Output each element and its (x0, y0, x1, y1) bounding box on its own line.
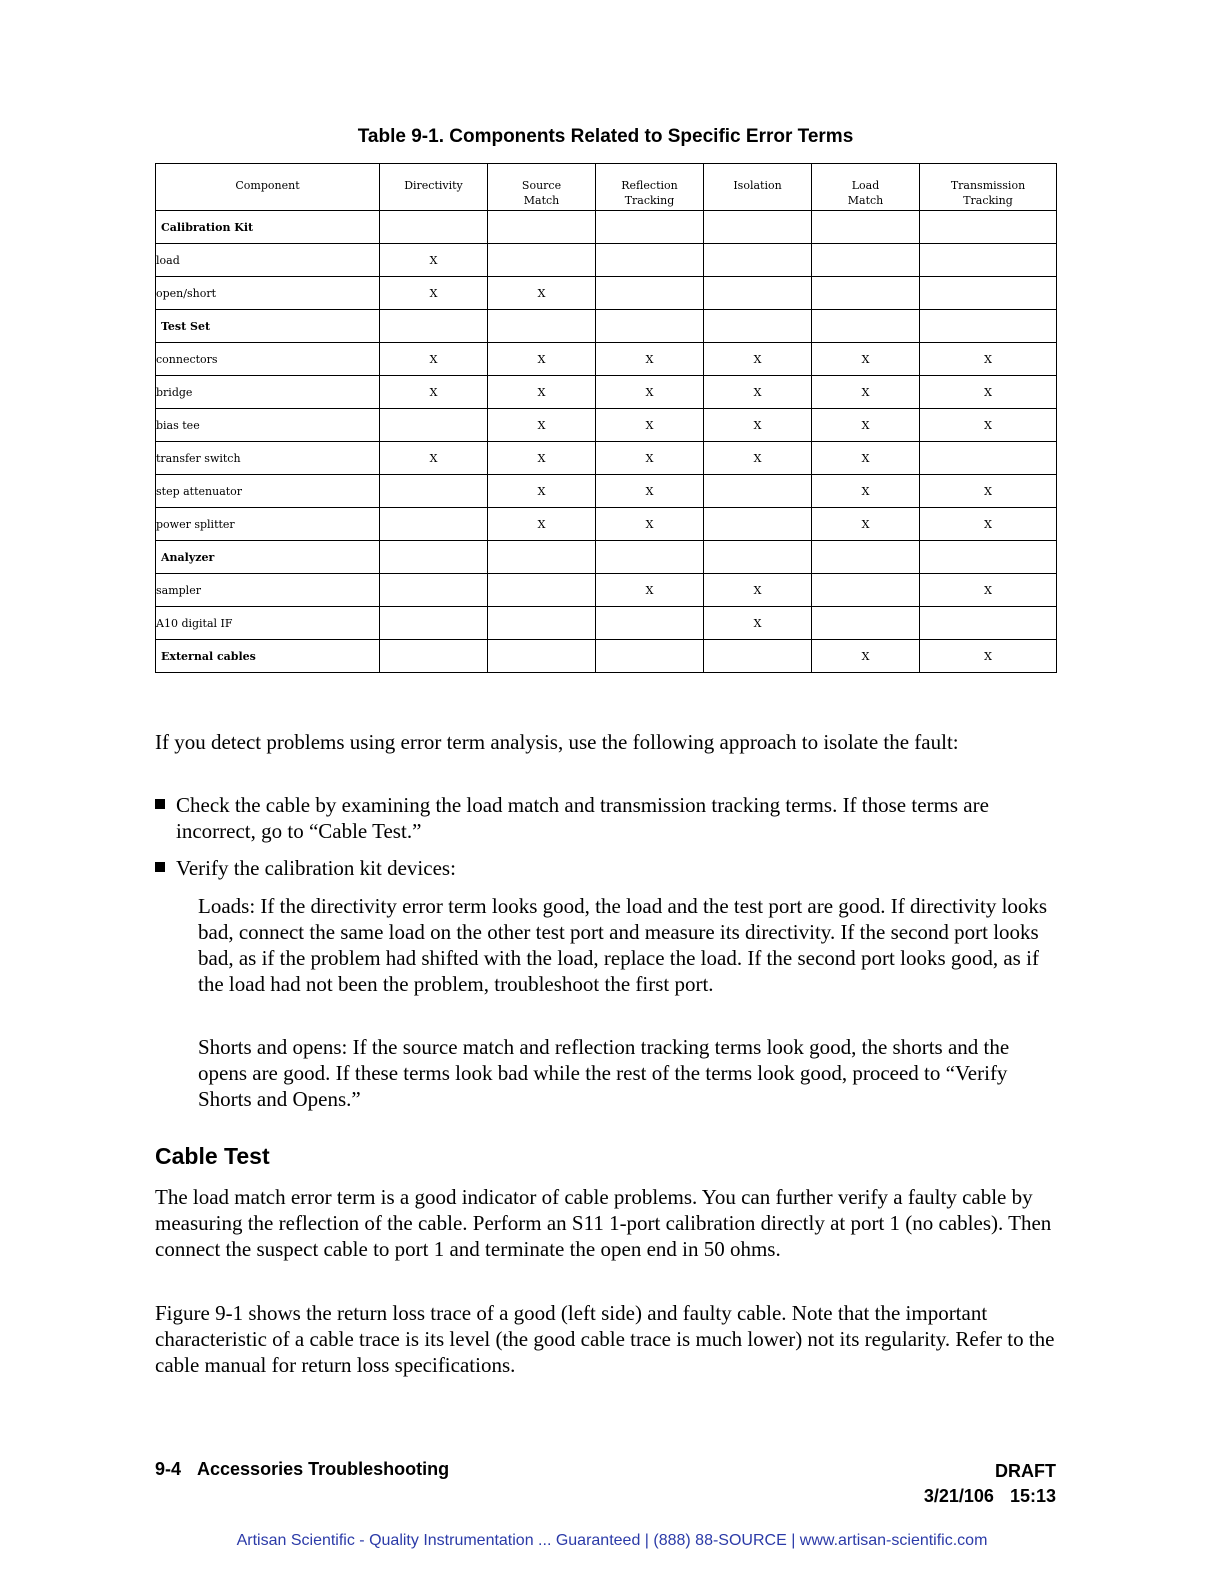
table-cell (920, 211, 1057, 244)
table-cell (920, 442, 1057, 475)
table-cell (920, 244, 1057, 277)
table-cell (704, 640, 812, 673)
table-cell: X (488, 442, 596, 475)
table-cell (596, 640, 704, 673)
table-cell: X (596, 475, 704, 508)
table-cell (704, 310, 812, 343)
table-cell (380, 211, 488, 244)
table-cell: X (488, 409, 596, 442)
table-row (156, 343, 1057, 376)
section-label: Analyzer (156, 541, 380, 574)
table-cell (488, 541, 596, 574)
table-cell: X (920, 640, 1057, 673)
table-cell: X (380, 244, 488, 277)
table-cell: X (812, 442, 920, 475)
component-label: bridge (156, 376, 380, 409)
footer-date: 3/21/106 (923, 1486, 994, 1506)
table-cell: X (920, 343, 1057, 376)
table-cell: X (704, 574, 812, 607)
bullet-square-icon (155, 799, 165, 809)
loads-paragraph: Loads: If the directivity error term looks good, the load and the test port are good. If directivity looks bad, connect the same load on the other test port and measure its directivity. If the second port looks bad, as if the problem had shifted with the load, replace the load. If the second port looks good, as if the load had not been the problem, troubleshoot the first port. (198, 894, 1048, 996)
table-cell: X (596, 409, 704, 442)
header-directivity: Directivity (380, 164, 488, 211)
table-cell (380, 541, 488, 574)
shorts-opens-paragraph: Shorts and opens: If the source match and reflection tracking terms look good, the shorts and the opens are good. If these terms look bad while the rest of the terms look good, proceed to “Verify Shorts and Opens.” (198, 1035, 1010, 1111)
bullet-item-cable (155, 792, 1056, 844)
table-cell (380, 475, 488, 508)
table-row (156, 244, 1057, 277)
table-cell: X (596, 442, 704, 475)
table-cell (596, 244, 704, 277)
table-header-row (156, 164, 1057, 211)
table-cell (704, 508, 812, 541)
table-cell (812, 277, 920, 310)
footer-chapter: Accessories Troubleshooting (197, 1459, 450, 1479)
header-load-match: Load Match (812, 164, 920, 211)
table-cell (488, 244, 596, 277)
section-heading: Cable Test (155, 1143, 270, 1169)
table-cell: X (488, 508, 596, 541)
table-cell (488, 211, 596, 244)
table-cell: X (812, 508, 920, 541)
table-cell (380, 640, 488, 673)
table-cell: X (596, 574, 704, 607)
section-label: External cables (156, 640, 380, 673)
component-label: connectors (156, 343, 380, 376)
table-cell (812, 607, 920, 640)
footer-page-number: 9-4 (155, 1459, 182, 1479)
table-cell: X (812, 376, 920, 409)
component-label: step attenuator (156, 475, 380, 508)
component-label: transfer switch (156, 442, 380, 475)
table-cell (704, 211, 812, 244)
table-cell (380, 310, 488, 343)
table-cell (704, 244, 812, 277)
section-label: Test Set (156, 310, 380, 343)
footer-status: DRAFT (995, 1461, 1056, 1481)
table-cell: X (704, 442, 812, 475)
bullet-item-calkit (155, 855, 1056, 881)
table-cell: X (596, 376, 704, 409)
table-cell (812, 310, 920, 343)
table-cell: X (596, 508, 704, 541)
table-cell: X (704, 607, 812, 640)
table-cell: X (380, 442, 488, 475)
table-cell (920, 277, 1057, 310)
table-row (156, 409, 1057, 442)
component-label: load (156, 244, 380, 277)
table-row (156, 574, 1057, 607)
table-row (156, 211, 1057, 244)
table-cell (596, 541, 704, 574)
table-cell: X (488, 376, 596, 409)
table-cell: X (596, 343, 704, 376)
table-cell: X (380, 343, 488, 376)
table-row (156, 508, 1057, 541)
table-cell (596, 310, 704, 343)
table-row (156, 640, 1057, 673)
bullet-text: Check the cable by examining the load match and transmission tracking terms. If those terms are incorrect, go to “Cable Test.” (176, 793, 989, 843)
table-cell (596, 277, 704, 310)
table-row (156, 277, 1057, 310)
table-row (156, 376, 1057, 409)
table-row (156, 475, 1057, 508)
footer-left (155, 1459, 449, 1480)
table-cell (596, 607, 704, 640)
table-cell: X (812, 475, 920, 508)
header-isolation: Isolation (704, 164, 812, 211)
watermark-link[interactable]: Artisan Scientific - Quality Instrumentation ... Guaranteed | (888) 88-SOURCE | www.artisan-scientific.com (236, 1532, 988, 1549)
table-cell: X (920, 409, 1057, 442)
table-cell (704, 541, 812, 574)
table-title: Table 9-1. Components Related to Specific Error Terms (357, 126, 854, 147)
table-cell (812, 211, 920, 244)
table-cell (812, 574, 920, 607)
table-cell (920, 607, 1057, 640)
bullet-text: Verify the calibration kit devices: (176, 856, 456, 880)
table-cell (920, 310, 1057, 343)
table-cell: X (812, 343, 920, 376)
component-label: open/short (156, 277, 380, 310)
component-label: A10 digital IF (156, 607, 380, 640)
table-row (156, 541, 1057, 574)
table-cell (488, 574, 596, 607)
table-cell (488, 640, 596, 673)
component-label: power splitter (156, 508, 380, 541)
table-cell (812, 541, 920, 574)
table-cell (812, 244, 920, 277)
table-cell (704, 277, 812, 310)
footer-time: 15:13 (1009, 1486, 1056, 1506)
intro-paragraph: If you detect problems using error term analysis, use the following approach to isolate the fault: (155, 730, 959, 754)
header-source-match: Source Match (488, 164, 596, 211)
table-cell: X (812, 409, 920, 442)
table-cell: X (488, 475, 596, 508)
component-label: sampler (156, 574, 380, 607)
table-row (156, 607, 1057, 640)
bullet-square-icon (155, 862, 165, 872)
table-cell (488, 607, 596, 640)
cable-test-paragraph-1: The load match error term is a good indicator of cable problems. You can further verify a faulty cable by measuring the reflection of the cable. Perform an S11 1-port calibration directly at port 1 (no cables). Then connect the suspect cable to port 1 and terminate the open end in 50 ohms. (155, 1185, 1052, 1261)
table-cell: X (920, 376, 1057, 409)
table-cell (596, 211, 704, 244)
table-cell: X (920, 574, 1057, 607)
table-cell: X (920, 475, 1057, 508)
header-transmission-tracking: Transmission Tracking (920, 164, 1057, 211)
table-cell (488, 310, 596, 343)
table-cell: X (380, 277, 488, 310)
table-cell: X (380, 376, 488, 409)
table-cell (704, 475, 812, 508)
table-cell (380, 409, 488, 442)
cable-test-paragraph-2: Figure 9-1 shows the return loss trace of a good (left side) and faulty cable. Note that the important characteristic of a cable trace is its level (the good cable trace is much lower) not its regularity. Refer to the cable manual for return loss specifications. (155, 1301, 1055, 1377)
table-cell (380, 607, 488, 640)
table-cell: X (488, 277, 596, 310)
table-cell: X (704, 376, 812, 409)
error-terms-table (155, 163, 1057, 673)
table-row (156, 442, 1057, 475)
table-cell: X (488, 343, 596, 376)
table-row (156, 310, 1057, 343)
footer-right (924, 1459, 1056, 1509)
section-label: Calibration Kit (156, 211, 380, 244)
table-cell: X (812, 640, 920, 673)
table-cell (380, 508, 488, 541)
table-cell: X (704, 343, 812, 376)
table-cell (380, 574, 488, 607)
component-label: bias tee (156, 409, 380, 442)
header-reflection-tracking: Reflection Tracking (596, 164, 704, 211)
header-component: Component (156, 164, 380, 211)
table-cell: X (704, 409, 812, 442)
table-cell (920, 541, 1057, 574)
table-cell: X (920, 508, 1057, 541)
